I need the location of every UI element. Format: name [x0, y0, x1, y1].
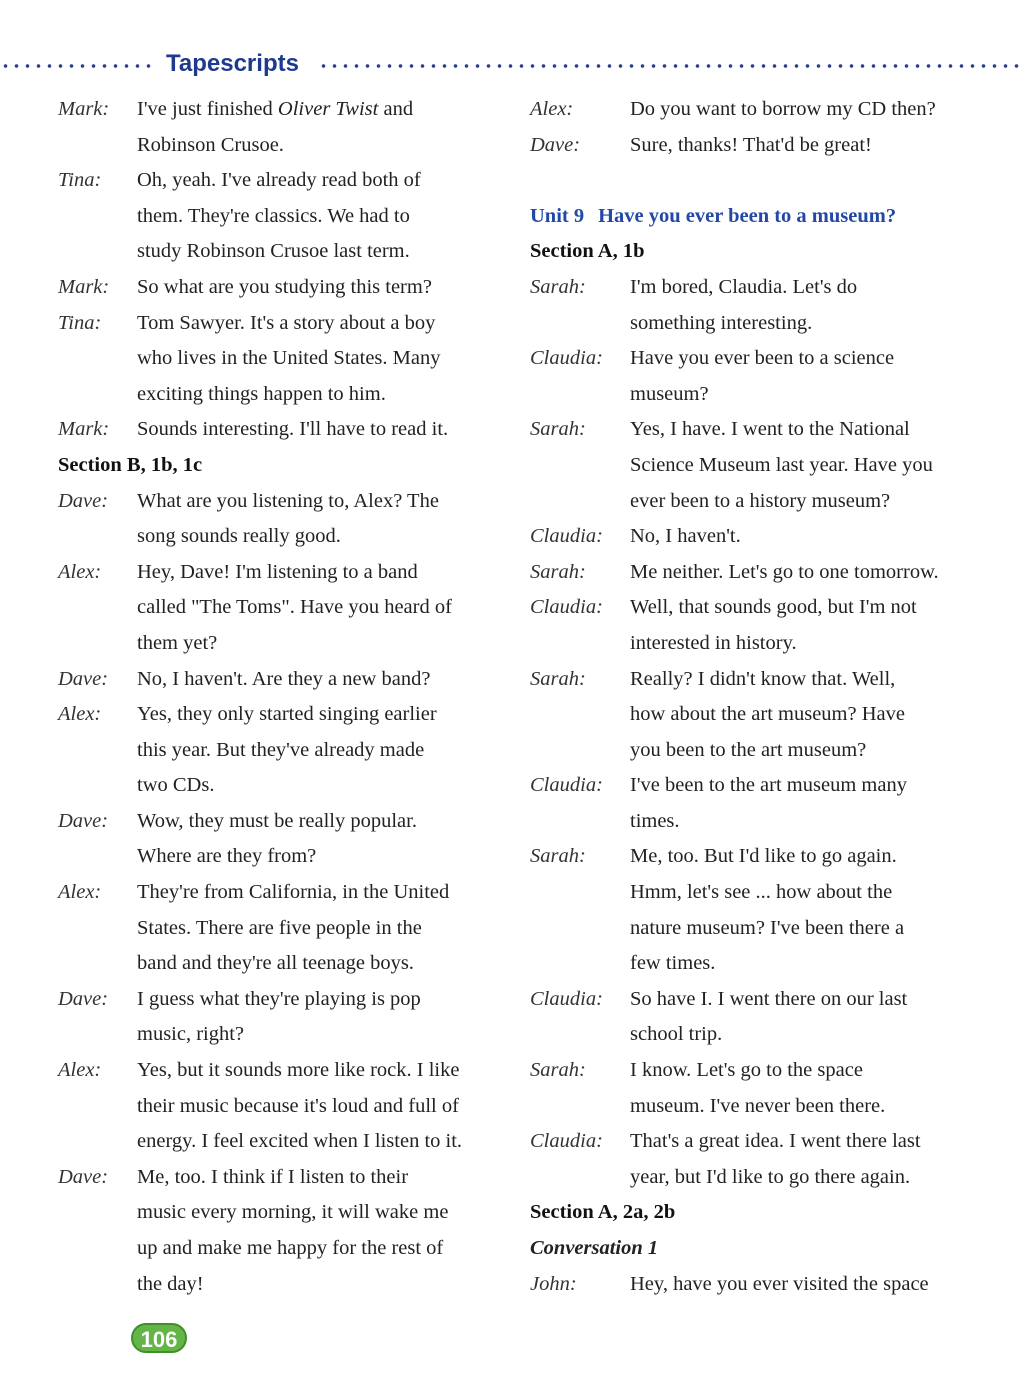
dialogue-text: study Robinson Crusoe last term.: [137, 240, 410, 263]
script-line: [530, 875, 1000, 911]
script-line: [530, 448, 1000, 484]
dialogue-text: music, right?: [137, 1023, 245, 1046]
script-line: [530, 199, 1000, 235]
script-line: [530, 270, 1000, 306]
speaker-name: Sarah:: [530, 1059, 586, 1082]
dialogue-text: I know. Let's go to the space: [630, 1059, 863, 1082]
dialogue-text: who lives in the United States. Many: [137, 347, 441, 370]
right-column: [530, 92, 1000, 1302]
page-number: 106: [131, 1323, 187, 1353]
unit-title: Have you ever been to a museum?: [598, 204, 897, 227]
script-line: [58, 804, 508, 840]
dialogue-text: Really? I didn't know that. Well,: [630, 667, 896, 690]
script-line: [58, 1017, 508, 1053]
dialogue-text: No, I haven't. Are they a new band?: [137, 667, 431, 690]
speaker-name: Alex:: [58, 560, 102, 583]
dialogue-text: What are you listening to, Alex? The: [137, 489, 439, 512]
script-line: [58, 626, 508, 662]
dialogue-text: Wow, they must be really popular.: [137, 809, 417, 832]
speaker-name: Claudia:: [530, 525, 603, 548]
speaker-name: Claudia:: [530, 987, 603, 1010]
dialogue-text: So what are you studying this term?: [137, 275, 432, 298]
speaker-name: Mark:: [58, 98, 110, 120]
dialogue-text: up and make me happy for the rest of: [137, 1237, 444, 1259]
dialogue-text: Where are they from?: [137, 845, 317, 868]
script-line: [58, 768, 508, 804]
dialogue-text: I've just finished Oliver Twist and: [137, 98, 414, 120]
speaker-name: Mark:: [58, 418, 110, 441]
speaker-name: Sarah:: [530, 845, 586, 868]
section-heading: Section A, 2a, 2b: [530, 1201, 676, 1224]
dialogue-text: Hey, have you ever visited the space: [630, 1272, 929, 1295]
script-line: [58, 946, 508, 982]
script-line: [58, 341, 508, 377]
script-line: [58, 1124, 508, 1160]
speaker-name: Sarah:: [530, 560, 586, 583]
script-line: [530, 1124, 1000, 1160]
speaker-name: Claudia:: [530, 1130, 603, 1153]
dialogue-text: band and they're all teenage boys.: [137, 952, 414, 975]
script-line: [58, 1089, 508, 1125]
dialogue-text: how about the art museum? Have: [630, 703, 905, 726]
script-line: [530, 911, 1000, 947]
dialogue-text: them yet?: [137, 631, 218, 654]
dialogue-text: States. There are five people in the: [137, 916, 422, 939]
dialogue-text: Sure, thanks! That'd be great!: [630, 133, 872, 156]
speaker-name: Sarah:: [530, 667, 586, 690]
dialogue-text: year, but I'd like to go there again.: [630, 1165, 911, 1188]
speaker-name: Dave:: [58, 809, 109, 832]
dialogue-text: Science Museum last year. Have you: [630, 453, 933, 476]
dialogue-text: interested in history.: [630, 631, 797, 654]
unit-heading: [530, 205, 896, 227]
speaker-name: Sarah:: [530, 275, 586, 298]
dialogue-text: the day!: [137, 1272, 204, 1295]
dialogue-text: They're from California, in the United: [137, 881, 450, 904]
unit-number: Unit 9: [530, 204, 585, 227]
conversation-heading: Conversation 1: [530, 1237, 659, 1259]
script-line: [58, 662, 508, 698]
speaker-name: Alex:: [530, 98, 574, 120]
dialogue-text: No, I haven't.: [630, 525, 741, 548]
speaker-name: Dave:: [530, 133, 581, 156]
script-line: [58, 555, 508, 591]
script-line: [530, 234, 1000, 270]
script-line: [58, 697, 508, 733]
script-line: [530, 306, 1000, 342]
speaker-name: Mark:: [58, 275, 110, 298]
dialogue-text: Me neither. Let's go to one tomorrow.: [630, 560, 939, 583]
dialogue-text: Me, too. But I'd like to go again.: [630, 845, 897, 868]
dialogue-text: Well, that sounds good, but I'm not: [630, 596, 917, 619]
script-line: [58, 377, 508, 413]
dialogue-text: Oh, yeah. I've already read both of: [137, 169, 421, 192]
speaker-name: Claudia:: [530, 774, 603, 797]
speaker-name: Tina:: [58, 311, 102, 334]
script-line: [58, 911, 508, 947]
dialogue-text: two CDs.: [137, 774, 215, 797]
script-line: [58, 163, 508, 199]
dialogue-text: music every morning, it will wake me: [137, 1201, 449, 1224]
dialogue-text: Have you ever been to a science: [630, 347, 895, 370]
script-line: [58, 270, 508, 306]
script-line: [530, 1231, 1000, 1267]
script-line: [58, 519, 508, 555]
script-line: [530, 1089, 1000, 1125]
dialogue-text: I'm bored, Claudia. Let's do: [630, 275, 858, 298]
script-line: [530, 768, 1000, 804]
dialogue-text: Yes, they only started singing earlier: [137, 703, 437, 726]
speaker-name: Dave:: [58, 987, 109, 1010]
script-line: [530, 92, 1000, 128]
speaker-name: Alex:: [58, 703, 102, 726]
script-line: [530, 733, 1000, 769]
script-line: [58, 982, 508, 1018]
script-line: [530, 1053, 1000, 1089]
script-line: [58, 234, 508, 270]
dialogue-text: Robinson Crusoe.: [137, 133, 284, 156]
script-line: [58, 306, 508, 342]
script-line: [58, 590, 508, 626]
header-title: Tapescripts: [166, 50, 299, 77]
dialogue-text: song sounds really good.: [137, 525, 341, 548]
script-line: [58, 1160, 508, 1196]
script-line: [530, 839, 1000, 875]
dialogue-text: few times.: [630, 952, 716, 975]
speaker-name: Sarah:: [530, 418, 586, 441]
script-line: [530, 626, 1000, 662]
dialogue-text: them. They're classics. We had to: [137, 204, 410, 227]
speaker-name: Dave:: [58, 1165, 109, 1188]
script-line: [530, 377, 1000, 413]
script-line: [530, 1195, 1000, 1231]
dialogue-text: That's a great idea. I went there last: [630, 1130, 921, 1153]
script-line: [530, 128, 1000, 164]
header-dots-right: [318, 63, 1024, 69]
script-line: [530, 1017, 1000, 1053]
speaker-name: John:: [530, 1272, 577, 1295]
dialogue-text: school trip.: [630, 1023, 723, 1046]
script-line: [58, 448, 508, 484]
dialogue-text: Me, too. I think if I listen to their: [137, 1165, 409, 1188]
script-line: [58, 733, 508, 769]
dialogue-text: energy. I feel excited when I listen to it.: [137, 1130, 463, 1153]
speaker-name: Claudia:: [530, 596, 603, 619]
script-line: [58, 1231, 508, 1267]
script-line: [530, 590, 1000, 626]
speaker-name: Dave:: [58, 489, 109, 512]
dialogue-text: Sounds interesting. I'll have to read it.: [137, 418, 449, 441]
speaker-name: Alex:: [58, 1059, 102, 1082]
script-line: [530, 484, 1000, 520]
speaker-name: Claudia:: [530, 347, 603, 370]
script-line: [530, 341, 1000, 377]
script-line: [530, 662, 1000, 698]
page-header: [0, 48, 1024, 84]
script-line: [58, 1195, 508, 1231]
dialogue-text: Hmm, let's see ... how about the: [630, 881, 893, 904]
dialogue-text: Tom Sawyer. It's a story about a boy: [137, 311, 436, 334]
dialogue-text: Hey, Dave! I'm listening to a band: [137, 560, 418, 583]
script-line: [530, 982, 1000, 1018]
dialogue-text: I guess what they're playing is pop: [137, 987, 421, 1010]
book-title: Oliver Twist: [277, 98, 379, 120]
script-line: [530, 1160, 1000, 1196]
script-line: [58, 484, 508, 520]
script-line: [58, 128, 508, 164]
header-dots-left: [0, 63, 152, 69]
script-line: [58, 839, 508, 875]
speaker-name: Tina:: [58, 169, 102, 192]
script-line: [58, 92, 508, 128]
dialogue-text: called "The Toms". Have you heard of: [137, 596, 452, 619]
script-line: [530, 519, 1000, 555]
dialogue-text: So have I. I went there on our last: [630, 987, 908, 1010]
dialogue-text: nature museum? I've been there a: [630, 916, 905, 939]
dialogue-text: times.: [630, 809, 680, 832]
dialogue-text: exciting things happen to him.: [137, 382, 386, 405]
dialogue-text: Do you want to borrow my CD then?: [630, 98, 936, 120]
script-line: [530, 946, 1000, 982]
dialogue-text: museum?: [630, 382, 709, 405]
dialogue-text: you been to the art museum?: [630, 738, 867, 761]
script-line: [530, 804, 1000, 840]
script-line: [58, 1267, 508, 1303]
script-line: [530, 412, 1000, 448]
script-line: [58, 199, 508, 235]
dialogue-text: Yes, I have. I went to the National: [630, 418, 910, 441]
left-column: [58, 92, 508, 1302]
dialogue-text: their music because it's loud and full of: [137, 1094, 459, 1117]
script-line: [58, 412, 508, 448]
script-line: [58, 875, 508, 911]
script-line: [530, 697, 1000, 733]
dialogue-text: this year. But they've already made: [137, 738, 425, 761]
dialogue-text: Yes, but it sounds more like rock. I like: [137, 1059, 460, 1082]
script-line: [530, 555, 1000, 591]
speaker-name: Alex:: [58, 881, 102, 904]
section-heading: Section B, 1b, 1c: [58, 453, 203, 476]
section-heading: Section A, 1b: [530, 240, 645, 263]
spacer: [530, 163, 1000, 199]
script-line: [58, 1053, 508, 1089]
dialogue-text: museum. I've never been there.: [630, 1094, 886, 1117]
script-line: [530, 1267, 1000, 1303]
speaker-name: Dave:: [58, 667, 109, 690]
dialogue-text: I've been to the art museum many: [630, 774, 907, 797]
dialogue-text: ever been to a history museum?: [630, 489, 891, 512]
dialogue-text: something interesting.: [630, 311, 813, 334]
